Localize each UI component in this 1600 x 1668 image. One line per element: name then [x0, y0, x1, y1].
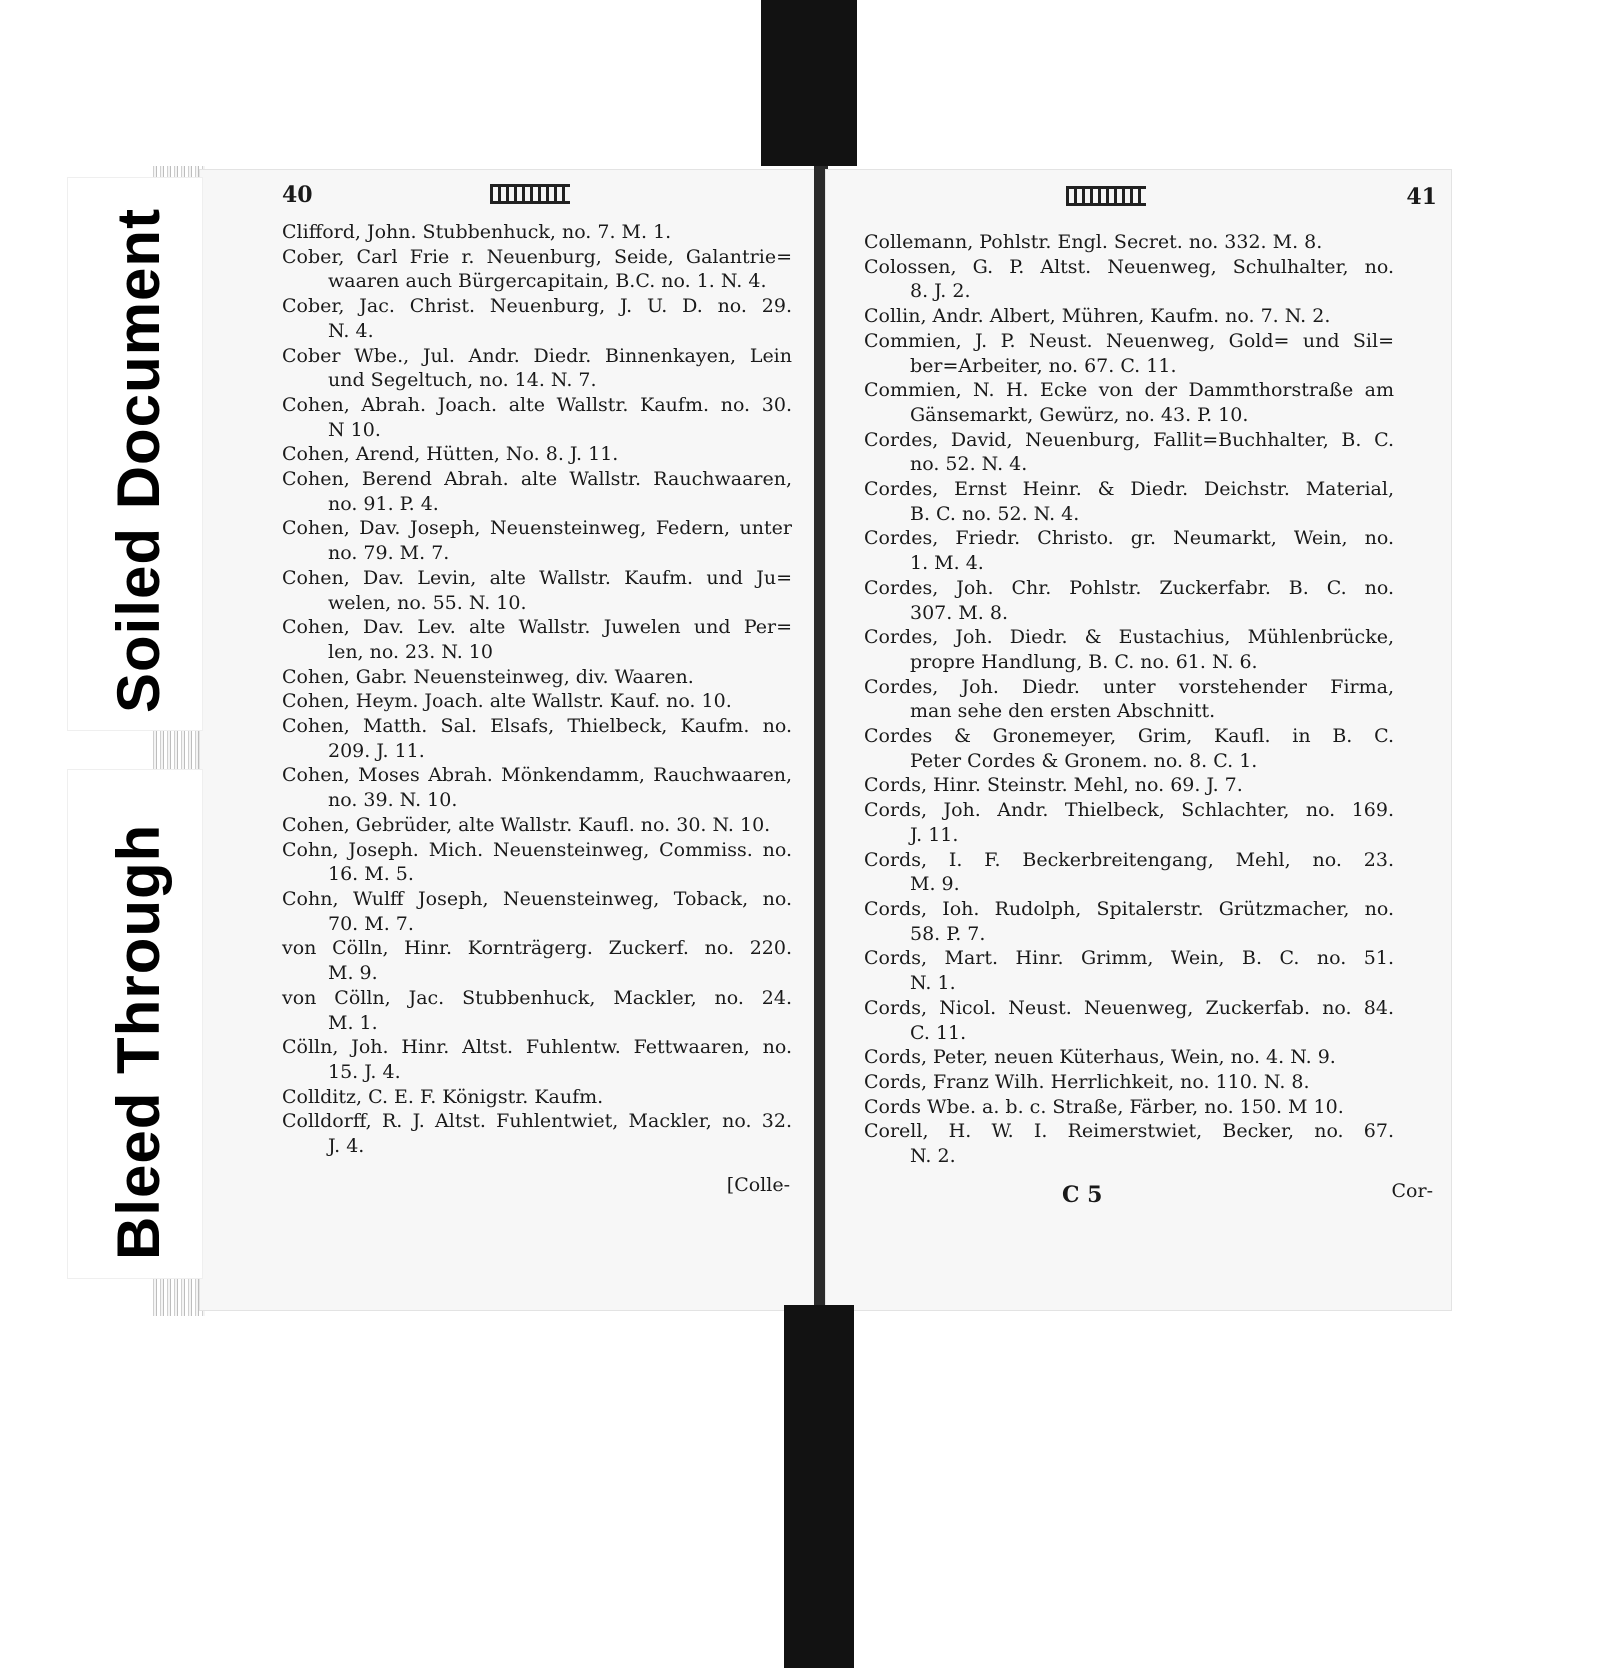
directory-entry [282, 1035, 792, 1084]
entry-continuation-line: 15. J. 4. [328, 1060, 401, 1083]
directory-entry [864, 996, 1394, 1045]
directory-entry [282, 467, 792, 516]
directory-entry [864, 304, 1394, 329]
directory-entry [864, 378, 1394, 427]
entry-line: Cober, Jac. Christ. Neuenburg, J. U. D. no. 29. [282, 295, 792, 318]
entry-continuation-line: 58. P. 7. [910, 922, 986, 945]
directory-entry [282, 665, 792, 690]
directory-entry [864, 675, 1394, 724]
directory-entry [864, 1045, 1394, 1070]
entry-continuation-line: no. 79. M. 7. [328, 542, 450, 565]
entry-line: Cords, Hinr. Steinstr. Mehl, no. 69. J. 7. [864, 774, 1243, 797]
entry-continuation-line: J. 11. [910, 823, 959, 846]
directory-entry [282, 763, 792, 812]
directory-entry [864, 798, 1394, 847]
directory-entry [864, 946, 1394, 995]
entry-continuation-line: man sehe den ersten Abschnitt. [910, 700, 1216, 723]
entry-line: Cohn, Joseph. Mich. Neuensteinweg, Commiss. no. [282, 838, 792, 861]
entry-continuation-line: 307. M. 8. [910, 601, 1009, 624]
entry-continuation-line: 8. J. 2. [910, 280, 971, 303]
directory-entry [864, 897, 1394, 946]
entry-continuation-line: no. 91. P. 4. [328, 492, 439, 515]
bleed-through-label-text: Bleed Through [105, 823, 172, 1260]
directory-entry [864, 477, 1394, 526]
directory-entry [282, 1085, 792, 1110]
entry-line: Cober, Carl Frie r. Neuenburg, Seide, Galantrie= [282, 245, 792, 268]
entry-line: Cohen, Gabr. Neuensteinweg, div. Waaren. [282, 665, 694, 688]
entry-continuation-line: no. 52. N. 4. [910, 453, 1028, 476]
soiled-document-label [68, 178, 202, 730]
binding-strap-bottom [784, 1305, 854, 1668]
entry-line: Cohen, Berend Abrah. alte Wallstr. Rauchwaaren, [282, 468, 792, 491]
directory-entry [864, 428, 1394, 477]
directory-entry [282, 838, 792, 887]
entry-continuation-line: M. 9. [328, 962, 378, 985]
entry-line: Cordes, Friedr. Christo. gr. Neumarkt, Wein, no. [864, 527, 1394, 550]
directory-entry [282, 887, 792, 936]
directory-entry [282, 986, 792, 1035]
entry-continuation-line: 16. M. 5. [328, 863, 414, 886]
directory-entry [864, 255, 1394, 304]
entry-line: Cordes, David, Neuenburg, Fallit=Buchhalter, B. C. [864, 428, 1394, 451]
entry-line: Cohen, Dav. Joseph, Neuensteinweg, Federn, unter [282, 517, 792, 540]
entry-line: Cohen, Arend, Hütten, No. 8. J. 11. [282, 443, 619, 466]
entry-continuation-line: C. 11. [910, 1021, 967, 1044]
directory-entry [864, 625, 1394, 674]
entry-line: Corell, H. W. I. Reimerstwiet, Becker, no. 67. [864, 1120, 1394, 1143]
directory-entry [864, 773, 1394, 798]
directory-entry [282, 566, 792, 615]
entry-line: Cohen, Moses Abrah. Mönkendamm, Rauchwaaren, [282, 764, 792, 787]
entry-line: von Cölln, Hinr. Kornträgerg. Zuckerf. no. 220. [282, 937, 792, 960]
entry-line: Cober Wbe., Jul. Andr. Diedr. Binnenkayen, Lein [282, 344, 792, 367]
entry-continuation-line: Gänsemarkt, Gewürz, no. 43. P. 10. [910, 403, 1249, 426]
page-number-left: 40 [282, 182, 313, 208]
entry-line: Cords, I. F. Beckerbreitengang, Mehl, no. 23. [864, 848, 1394, 871]
entry-line: Clifford, John. Stubbenhuck, no. 7. M. 1. [282, 221, 672, 243]
directory-entry [282, 393, 792, 442]
entry-line: Cordes & Gronemeyer, Grim, Kaufl. in B. C. [864, 725, 1394, 748]
entry-line: Cords, Ioh. Rudolph, Spitalerstr. Grützmacher, no. [864, 897, 1394, 920]
header-ornament-left [490, 184, 570, 204]
directory-entry [282, 615, 792, 664]
entry-line: Cohn, Wulff Joseph, Neuensteinweg, Toback, no. [282, 887, 792, 910]
entry-continuation-line: len, no. 23. N. 10 [328, 640, 493, 663]
entry-continuation-line: welen, no. 55. N. 10. [328, 591, 527, 614]
entry-line: Collditz, C. E. F. Königstr. Kaufm. [282, 1085, 604, 1108]
binding-strap-top [761, 0, 857, 166]
directory-entry [864, 576, 1394, 625]
entry-line: Cords, Joh. Andr. Thielbeck, Schlachter, no. 169. [864, 799, 1394, 822]
directory-entry [864, 329, 1394, 378]
directory-entry [282, 714, 792, 763]
entry-line: Cölln, Joh. Hinr. Altst. Fuhlentw. Fettwaaren, no. [282, 1036, 792, 1059]
entry-line: Cohen, Dav. Levin, alte Wallstr. Kaufm. und Ju= [282, 566, 792, 589]
entry-line: Cords, Franz Wilh. Herrlichkeit, no. 110. N. 8. [864, 1070, 1310, 1093]
entry-continuation-line: M. 9. [910, 873, 960, 896]
directory-entry [864, 230, 1394, 255]
right-entries-list [864, 230, 1394, 1169]
directory-entry [282, 689, 792, 714]
entry-line: Collin, Andr. Albert, Mühren, Kaufm. no. 7. N. 2. [864, 305, 1331, 328]
directory-entry [282, 294, 792, 343]
directory-entry [282, 516, 792, 565]
entry-continuation-line: und Segeltuch, no. 14. N. 7. [328, 369, 597, 392]
directory-entry [282, 245, 792, 294]
entry-continuation-line: ber=Arbeiter, no. 67. C. 11. [910, 354, 1177, 377]
entry-continuation-line: B. C. no. 52. N. 4. [910, 502, 1080, 525]
entry-line: Colldorff, R. J. Altst. Fuhlentwiet, Mackler, no. 32. [282, 1110, 792, 1133]
entry-line: von Cölln, Jac. Stubbenhuck, Mackler, no. 24. [282, 986, 792, 1009]
entry-continuation-line: 209. J. 11. [328, 739, 425, 762]
entry-continuation-line: 1. M. 4. [910, 552, 984, 575]
entry-continuation-line: 70. M. 7. [328, 912, 414, 935]
entry-continuation-line: M. 1. [328, 1011, 378, 1034]
entry-continuation-line: propre Handlung, B. C. no. 61. N. 6. [910, 650, 1258, 673]
header-ornament-right [1066, 186, 1146, 206]
entry-continuation-line: N. 1. [910, 972, 956, 995]
entry-line: Commien, N. H. Ecke von der Dammthorstraße am [864, 379, 1394, 402]
entry-continuation-line: waaren auch Bürgercapitain, B.C. no. 1. N. 4. [328, 270, 767, 293]
entry-line: Cordes, Joh. Diedr. unter vorstehender Firma, [864, 675, 1394, 698]
signature-mark: C 5 [1062, 1182, 1103, 1208]
directory-entry [282, 813, 792, 838]
entry-line: Colossen, G. P. Altst. Neuenweg, Schulhalter, no. [864, 255, 1394, 278]
bleed-through-label [68, 770, 202, 1278]
left-page [200, 170, 818, 1310]
directory-entry [864, 526, 1394, 575]
entry-continuation-line: N 10. [328, 418, 381, 441]
entry-continuation-line: Peter Cordes & Gronem. no. 8. C. 1. [910, 749, 1258, 772]
directory-entry [282, 220, 792, 245]
entry-line: Cohen, Gebrüder, alte Wallstr. Kaufl. no. 30. N. 10. [282, 813, 771, 836]
catchword-left: [Colle- [726, 1174, 790, 1196]
entry-line: Cordes, Ernst Heinr. & Diedr. Deichstr. Material, [864, 478, 1394, 501]
directory-entry [282, 344, 792, 393]
directory-entry [864, 1070, 1394, 1095]
directory-entry [282, 442, 792, 467]
entry-line: Cohen, Matth. Sal. Elsafs, Thielbeck, Kaufm. no. [282, 715, 792, 738]
entry-line: Cordes, Joh. Diedr. & Eustachius, Mühlenbrücke, [864, 626, 1394, 649]
page-number-right: 41 [1406, 184, 1437, 210]
directory-entry [282, 936, 792, 985]
catchword-right: Cor- [1391, 1180, 1433, 1202]
directory-entry [864, 724, 1394, 773]
entry-line: Cohen, Dav. Lev. alte Wallstr. Juwelen und Per= [282, 616, 792, 639]
entry-continuation-line: J. 4. [328, 1135, 365, 1158]
directory-entry [864, 848, 1394, 897]
entry-line: Collemann, Pohlstr. Engl. Secret. no. 332. M. 8. [864, 231, 1323, 253]
entry-line: Cords, Peter, neuen Küterhaus, Wein, no. 4. N. 9. [864, 1046, 1336, 1069]
right-page [826, 170, 1451, 1310]
entry-line: Cords, Nicol. Neust. Neuenweg, Zuckerfab. no. 84. [864, 996, 1394, 1019]
directory-entry [864, 1119, 1394, 1168]
entry-line: Commien, J. P. Neust. Neuenweg, Gold= und Sil= [864, 329, 1394, 352]
entry-continuation-line: N. 2. [910, 1145, 956, 1168]
entry-line: Cohen, Heym. Joach. alte Wallstr. Kauf. no. 10. [282, 690, 732, 713]
entry-line: Cords, Mart. Hinr. Grimm, Wein, B. C. no. 51. [864, 947, 1394, 970]
entry-line: Cohen, Abrah. Joach. alte Wallstr. Kaufm. no. 30. [282, 393, 792, 416]
entry-line: Cordes, Joh. Chr. Pohlstr. Zuckerfabr. B. C. no. [864, 576, 1394, 599]
entry-line: Cords Wbe. a. b. c. Straße, Färber, no. 150. M 10. [864, 1095, 1344, 1118]
entry-continuation-line: N. 4. [328, 319, 374, 342]
directory-entry [864, 1095, 1394, 1120]
entry-continuation-line: no. 39. N. 10. [328, 789, 458, 812]
left-entries-list [282, 220, 792, 1159]
soiled-document-label-text: Soiled Document [105, 207, 172, 713]
directory-entry [282, 1109, 792, 1158]
